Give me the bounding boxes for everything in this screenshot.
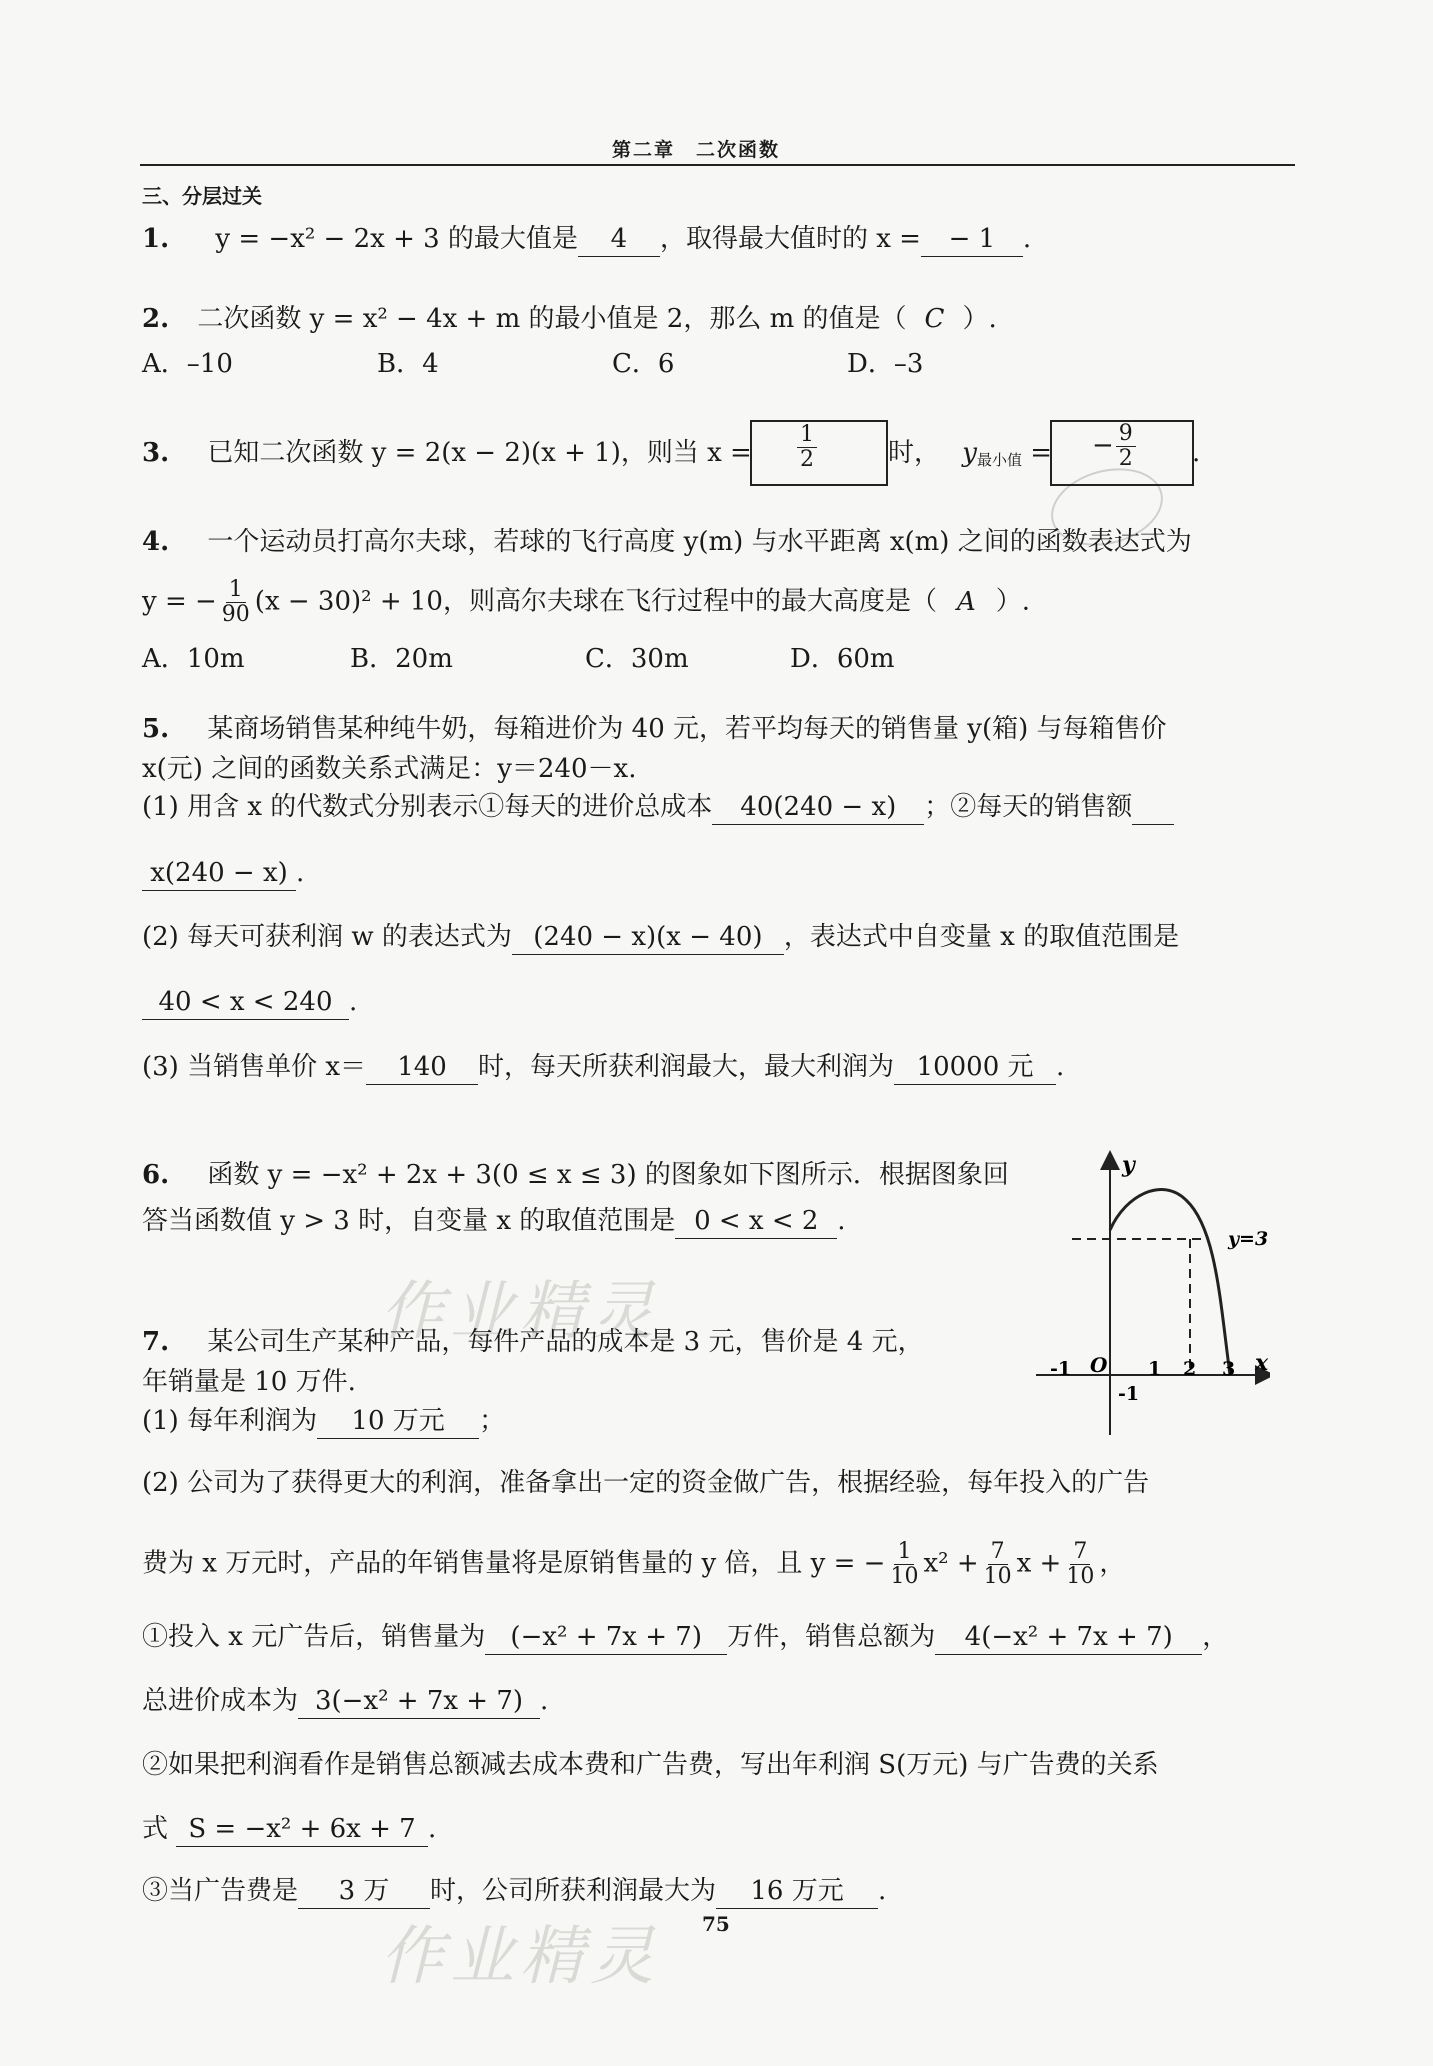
equals: = — [1030, 438, 1053, 468]
punctuation: . — [1022, 224, 1032, 254]
function-graph — [1030, 1150, 1270, 1440]
question-number: 6. — [142, 1160, 170, 1190]
q5-part1-cont — [142, 856, 304, 891]
question-text: 时， — [888, 438, 941, 468]
q4-options — [142, 642, 895, 676]
answer-blank: 3 万 — [298, 1874, 430, 1909]
denominator: 10 — [1066, 1564, 1095, 1589]
answer-blank: 40 < x < 240 — [142, 985, 349, 1020]
q7-sub2-line2 — [142, 1812, 436, 1847]
question-2 — [142, 302, 997, 336]
q7-part1 — [142, 1404, 505, 1439]
question-text: 某商场销售某种纯牛奶，每箱进价为 40 元，若平均每天的销售量 y(箱) 与每箱售价 — [207, 714, 1167, 744]
answer-blank: 3(−x² + 7x + 7) — [298, 1684, 540, 1719]
punctuation: ， — [1099, 1548, 1126, 1579]
numerator: 7 — [1070, 1540, 1090, 1565]
question-text: 总进价成本为 — [142, 1686, 299, 1716]
question-6-line2 — [142, 1204, 846, 1239]
watermark: 作业精灵 — [380, 1920, 660, 1994]
q7-part2-line2 — [142, 1540, 1125, 1589]
punctuation: . — [878, 1876, 887, 1906]
q7-sub1 — [142, 1620, 1228, 1655]
answer-blank: 4 — [578, 222, 660, 257]
denominator: 90 — [221, 602, 250, 627]
answer-blank: 0 < x < 2 — [675, 1204, 837, 1239]
answer-blank: 10000 元 — [894, 1050, 1056, 1085]
x-tick-label: 1 — [1148, 1358, 1162, 1380]
answer-blank: − 1 — [921, 222, 1023, 257]
punctuation: . — [428, 1814, 437, 1844]
question-text: ，取得最大值时的 x = — [659, 224, 921, 254]
parabola-curve — [1110, 1190, 1230, 1375]
question-number: 1. — [142, 224, 170, 254]
question-number: 2. — [142, 304, 170, 334]
denominator: 10 — [890, 1564, 919, 1589]
question-text: ③当广告费是 — [142, 1876, 299, 1906]
question-text: (3) 当销售单价 x＝ — [142, 1052, 367, 1082]
numerator: 1 — [226, 578, 246, 603]
answer-blank — [1132, 790, 1174, 825]
denominator: 2 — [800, 447, 814, 472]
answer-blank: 40(240 − x) — [712, 790, 924, 825]
punctuation: . — [837, 1206, 846, 1236]
q7-sub2: ②如果把利润看作是销售总额减去成本费和广告费，写出年利润 S(万元) 与广告费的关系 — [142, 1750, 1159, 1780]
option: B．20m — [350, 644, 453, 674]
answer-blank: S = −x² + 6x + 7 — [176, 1812, 428, 1847]
numerator: 1 — [797, 423, 817, 448]
x-tick-label: 3 — [1222, 1358, 1236, 1380]
question-text: (1) 每年利润为 — [142, 1406, 318, 1436]
option: C．6 — [612, 349, 675, 379]
question-number: 4. — [142, 527, 170, 557]
subscript: 最小值 — [976, 451, 1022, 469]
watermark: 作业精灵 — [380, 1275, 660, 1349]
answer-blank: (240 − x)(x − 40) — [512, 920, 784, 955]
question-text: 万件，销售总额为 — [727, 1622, 936, 1652]
y-label: y — [962, 438, 977, 468]
q5-part2 — [142, 920, 1179, 955]
answer-blank: 16 万元 — [716, 1874, 878, 1909]
numerator: 1 — [894, 1540, 914, 1565]
choice-answer: C — [924, 304, 945, 334]
question-text: (x − 30)² + 10，则高尔夫球在飞行过程中的最大高度是（ — [254, 586, 937, 617]
x-tick-label: -1 — [1050, 1358, 1072, 1380]
q7-part2: (2) 公司为了获得更大的利润，准备拿出一定的资金做广告，根据经验，每年投入的广告 — [142, 1468, 1150, 1498]
option: D．–3 — [847, 349, 924, 379]
numerator: 7 — [988, 1540, 1008, 1565]
q7-sub1-line2 — [142, 1684, 548, 1719]
question-text: (1) 用含 x 的代数式分别表示①每天的进价总成本 — [142, 792, 713, 822]
question-text: (2) 每天可获利润 w 的表达式为 — [142, 922, 512, 952]
y-tick-label: -1 — [1118, 1383, 1140, 1405]
sign: − — [1092, 430, 1114, 461]
option: A．–10 — [142, 349, 233, 379]
page-number: 75 — [702, 1912, 730, 1936]
answer-blank: 4(−x² + 7x + 7) — [935, 1620, 1202, 1655]
punctuation: ； — [479, 1406, 506, 1436]
option: A．10m — [142, 644, 245, 674]
choice-answer: A — [956, 586, 976, 617]
answer-blank: 10 万元 — [317, 1404, 479, 1439]
punctuation: ）. — [995, 586, 1031, 617]
origin-label: O — [1090, 1353, 1108, 1377]
x-axis-label: x — [1255, 1350, 1269, 1376]
q5-part1 — [142, 790, 1174, 825]
punctuation: . — [349, 987, 358, 1017]
question-text: 时，公司所获利润最大为 — [430, 1876, 717, 1906]
question-text: 答当函数值 y > 3 时，自变量 x 的取值范围是 — [142, 1206, 676, 1236]
punctuation: ）. — [962, 304, 997, 334]
question-number: 3. — [142, 438, 170, 468]
punctuation: . — [1192, 438, 1201, 468]
question-3 — [142, 436, 752, 470]
y-axis-label: y — [1122, 1152, 1135, 1178]
option: C．30m — [585, 644, 689, 674]
question-text: 式 — [142, 1814, 169, 1844]
question-text: ，表达式中自变量 x 的取值范围是 — [783, 922, 1180, 952]
question-4 — [142, 525, 1192, 559]
punctuation: ， — [1202, 1622, 1229, 1652]
question-text: 一个运动员打高尔夫球，若球的飞行高度 y(m) 与水平距离 x(m) 之间的函数表达式为 — [207, 527, 1192, 557]
punctuation: . — [1056, 1052, 1065, 1082]
question-7 — [142, 1325, 924, 1359]
punctuation: . — [540, 1686, 549, 1716]
question-text: 时，每天所获利润最大，最大利润为 — [478, 1052, 895, 1082]
question-5 — [142, 712, 1167, 746]
question-text: x(元) 之间的函数关系式满足：y＝240－x. — [142, 754, 637, 784]
answer-blank: 140 — [366, 1050, 478, 1085]
question-text: ①投入 x 元广告后，销售量为 — [142, 1622, 486, 1652]
answer-box — [750, 420, 888, 486]
question-text: 年销量是 10 万件. — [142, 1367, 356, 1397]
question-number: 7. — [142, 1327, 170, 1357]
answer-fraction — [1092, 422, 1138, 471]
answer-blank: x(240 − x) — [142, 856, 296, 891]
q7-sub3 — [142, 1874, 886, 1909]
question-text: 函数 y = −x² + 2x + 3(0 ≤ x ≤ 3) 的图象如下图所示．根据图象回 — [207, 1160, 1009, 1190]
answer-fraction — [795, 423, 819, 472]
denominator: 10 — [983, 1564, 1012, 1589]
option: D．60m — [790, 644, 895, 674]
section-title: 三、分层过关 — [142, 184, 262, 208]
question-text: x² + — [923, 1548, 979, 1579]
question-text: 费为 x 万元时，产品的年销售量将是原销售量的 y 倍，且 y = − — [142, 1548, 886, 1579]
punctuation: . — [296, 858, 305, 888]
question-text: ；②每天的销售额 — [924, 792, 1133, 822]
question-text: 已知二次函数 y = 2(x − 2)(x + 1)，则当 x = — [207, 438, 752, 468]
line-label: y=3 — [1228, 1228, 1269, 1250]
question-text — [888, 436, 1052, 477]
question-6 — [142, 1158, 1009, 1192]
question-text: y = −x² − 2x + 3 的最大值是 — [215, 224, 578, 254]
question-number: 5. — [142, 714, 170, 744]
header-divider — [140, 164, 1295, 166]
q5-part3 — [142, 1050, 1064, 1085]
x-tick-label: 2 — [1183, 1358, 1197, 1380]
numerator: 9 — [1116, 422, 1136, 447]
q5-part2-cont — [142, 985, 357, 1020]
question-4-line2 — [142, 578, 1030, 627]
question-1 — [142, 222, 1031, 257]
question-text: y = − — [142, 586, 217, 617]
chapter-header: 第二章 二次函数 — [612, 139, 781, 161]
answer-blank: (−x² + 7x + 7) — [485, 1620, 727, 1655]
question-text: 二次函数 y = x² − 4x + m 的最小值是 2，那么 m 的值是（ — [197, 304, 907, 334]
q2-options — [142, 347, 923, 381]
denominator: 2 — [1118, 446, 1133, 471]
question-text: 某公司生产某种产品，每件产品的成本是 3 元，售价是 4 元， — [207, 1327, 924, 1357]
question-text: x + — [1016, 1548, 1062, 1579]
option: B．4 — [377, 349, 439, 379]
